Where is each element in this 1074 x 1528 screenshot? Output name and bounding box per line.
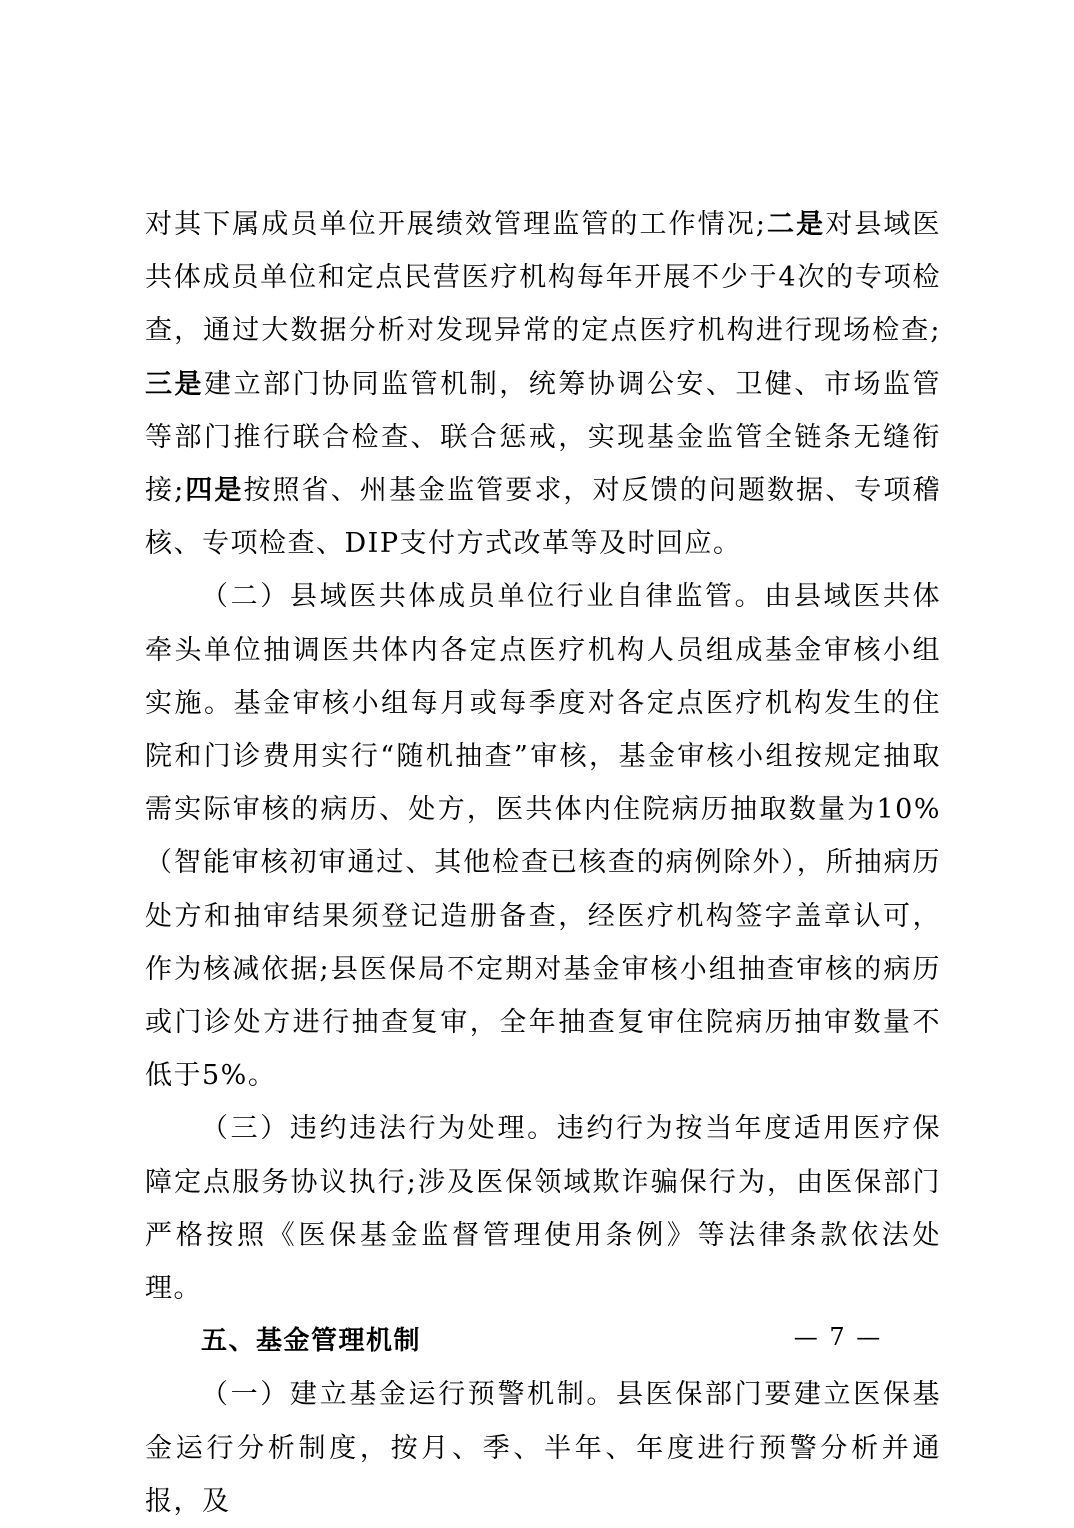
paragraph-violation-handling: （三）违约违法行为处理。违约行为按当年度适用医疗保障定点服务协议执行;涉及医保领域欺诈骗保行为，由医保部门严格按照《医保基金监督管理使用条例》等法律条款依法处理。 (145, 1113, 941, 1305)
section-heading: 五、基金管理机制 (201, 1326, 422, 1357)
emphasis-fourth: 四是 (184, 475, 244, 507)
paragraph-text: 按照省、州基金监管要求，对反馈的问题数据、专项稽核、专项检查、DIP支付方式改革等及时回应。 (145, 475, 941, 560)
paragraph-fund-warning: （一）建立基金运行预警机制。县医保部门要建立医保基金运行分析制度，按月、季、半年、年度进行预警分析并通报，及 (145, 1379, 941, 1517)
paragraph-text: 建立部门协同监管机制，统筹协调公安、卫健、市场监管等部门推行联合检查、联合惩戒，实现基金监管全链条无缝衔接; (145, 368, 942, 507)
paragraph-text: 对其下属成员单位开展绩效管理监管的工作情况; (145, 209, 767, 240)
paragraph-self-regulation: （二）县域医共体成员单位行业自律监管。由县域医共体牵头单位抽调医共体内各定点医疗机构人员组成基金审核小组实施。基金审核小组每月或每季度对各定点医疗机构发生的住院和门诊费用实行“随机抽查”审核，基金审核小组按规定抽取需实际审核的病历、处方，医共体内住院病历抽取数量为10%（智能审核初审通过、其他检查已核查的病例除外），所抽病历处方和抽审结果须登记造册备查，经医疗机构签字盖章认可，作为核减依据;县医保局不定期对基金审核小组抽查审核的病历或门诊处方进行抽查复审，全年抽查复审住院病历抽审数量不低于5%。 (145, 581, 941, 1092)
paragraph-continued (145, 198, 941, 570)
paragraph-text: 对县域医共体成员单位和定点民营医疗机构每年开展不少于4次的专项检查，通过大数据分析对发现异常的定点医疗机构进行现场检查; (145, 209, 942, 347)
emphasis-second: 二是 (766, 209, 826, 240)
emphasis-third: 三是 (145, 368, 205, 400)
page-number: — 7 — (793, 1323, 883, 1351)
